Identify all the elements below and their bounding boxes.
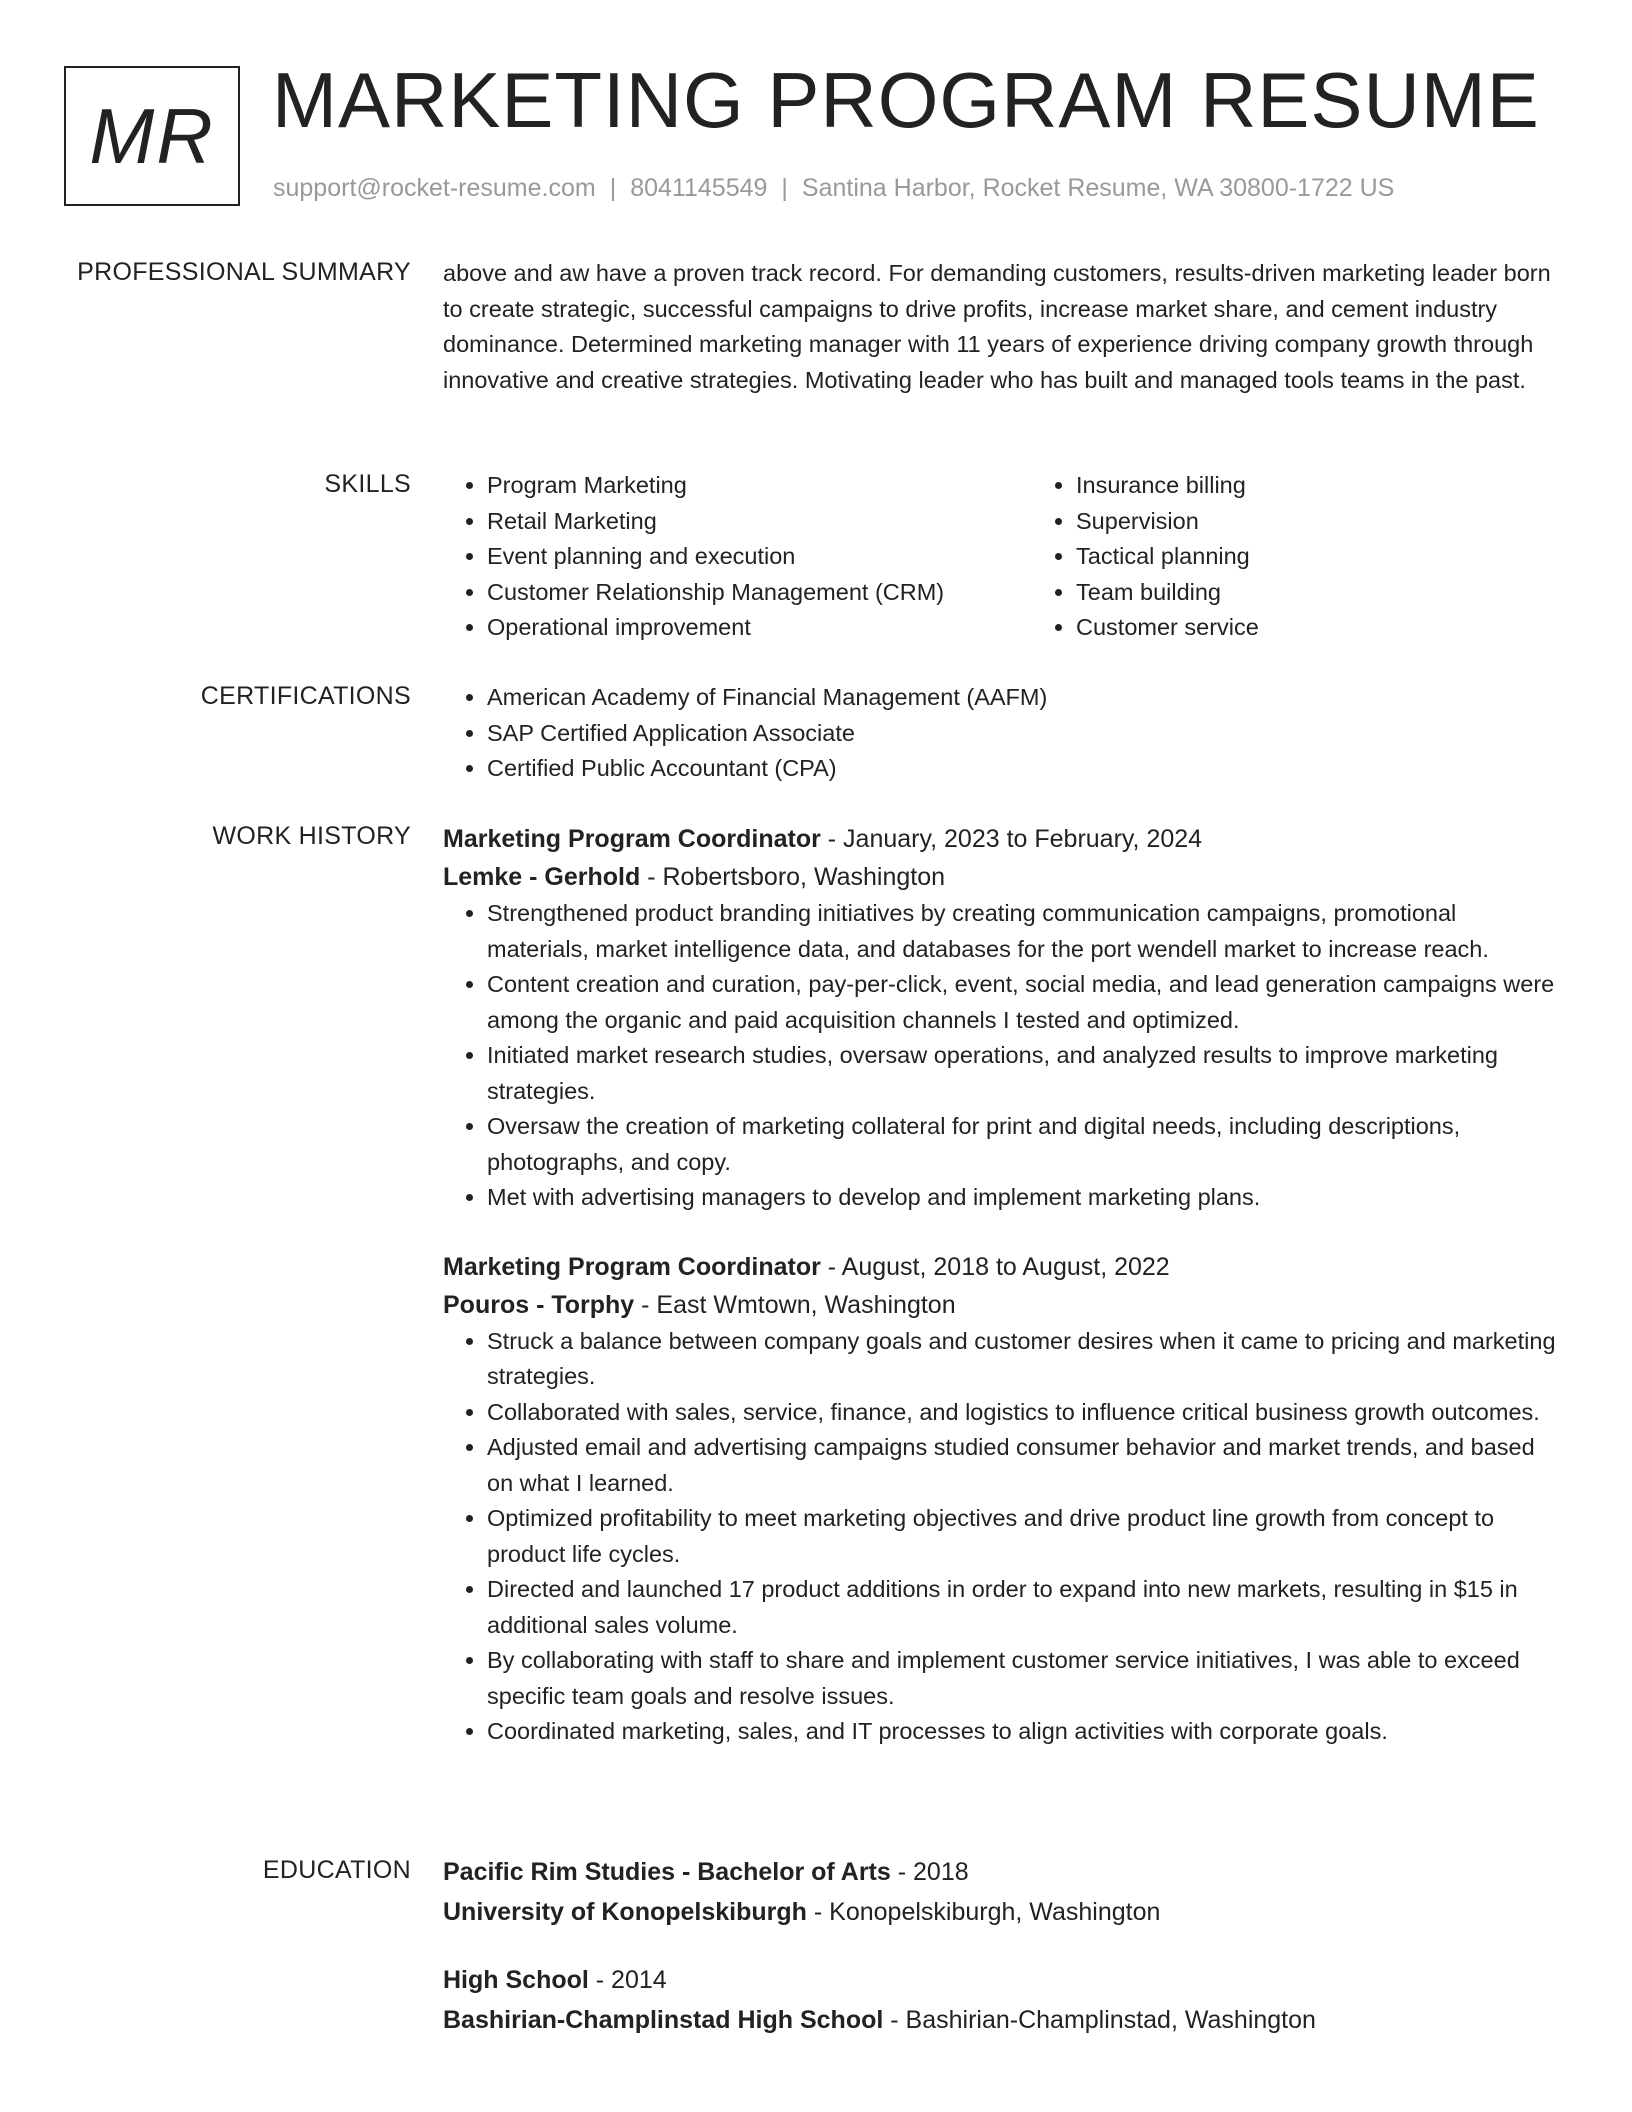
- education-degree: High School: [443, 1966, 589, 1994]
- contact-separator: |: [781, 174, 788, 202]
- job-bullet: • Directed and launched 17 product additions in order to expand into new markets, resulting in $15 in additional sales volume.: [487, 1572, 1558, 1643]
- education-school-line: [443, 1892, 1558, 1932]
- skills-list: [443, 468, 1558, 646]
- section-title: CERTIFICATIONS: [200, 682, 411, 710]
- job-dates: - August, 2018 to August, 2022: [820, 1252, 1170, 1281]
- work-history-body: [443, 820, 1558, 1750]
- education-year: - 2014: [588, 1966, 667, 1994]
- job-role: Marketing Program Coordinator: [443, 1252, 821, 1281]
- job-company: Pouros - Torphy: [443, 1290, 635, 1319]
- job-dates: - January, 2023 to February, 2024: [820, 825, 1203, 853]
- contact-phone[interactable]: 8041145549: [630, 174, 768, 202]
- certifications-bullets: [443, 680, 1558, 787]
- section-title: PROFESSIONAL SUMMARY: [77, 258, 411, 286]
- contact-address: Santina Harbor, Rocket Resume, WA 30800-1722 US: [801, 174, 1395, 202]
- job-entry: [443, 1248, 1558, 1750]
- contact-email[interactable]: support@rocket-resume.com: [273, 174, 596, 202]
- resume-title: MARKETING PROGRAM RESUME: [272, 56, 1540, 144]
- skill-item: • Supervision: [1076, 504, 1476, 540]
- certification-item: • Certified Public Accountant (CPA): [487, 751, 1558, 787]
- monogram-box: [64, 66, 240, 206]
- education-school: University of Konopelskiburgh: [443, 1898, 807, 1926]
- job-bullet: • Strengthened product branding initiatives by creating communication campaigns, promotional materials, market intelligence data, and databases for the port wendell market to increase reach.: [487, 896, 1558, 967]
- job-bullet: • Met with advertising managers to develop and implement marketing plans.: [487, 1180, 1558, 1216]
- job-role: Marketing Program Coordinator: [443, 825, 821, 853]
- education-entry: [443, 1960, 1558, 2040]
- job-bullet: • Struck a balance between company goals and customer desires when it came to pricing and marketing strategies.: [487, 1324, 1558, 1395]
- education-degree: Pacific Rim Studies - Bachelor of Arts: [443, 1858, 891, 1886]
- job-location: - East Wmtown, Washington: [634, 1290, 956, 1319]
- education-body: [443, 1852, 1558, 2040]
- certification-item: • SAP Certified Application Associate: [487, 716, 1558, 752]
- skill-item: • Retail Marketing: [487, 504, 1032, 540]
- job-entry: [443, 820, 1558, 1216]
- skill-item: • Customer service: [1076, 610, 1476, 646]
- education-year: - 2018: [890, 1858, 969, 1886]
- certification-item: • American Academy of Financial Management (AAFM): [487, 680, 1558, 716]
- job-location: - Robertsboro, Washington: [640, 863, 946, 891]
- job-bullet: • By collaborating with staff to share and implement customer service initiatives, I was able to exceed specific team goals and resolve issues.: [487, 1643, 1558, 1714]
- job-role-line: [443, 1248, 1558, 1286]
- education-degree-line: [443, 1852, 1558, 1892]
- summary-text: above and aw have a proven track record. For demanding customers, results-driven marketing leader born to create strategic, successful campaigns to drive profits, increase market share, and cement industry dominance. Determined marketing manager with 11 years of experience driving company growth through innovative and creative strategies. Motivating leader who has built and managed tools teams in the past.: [443, 260, 1551, 393]
- job-company-line: [443, 858, 1558, 896]
- certifications-list: [443, 680, 1558, 787]
- education-location: - Bashirian-Champlinstad, Washington: [883, 2006, 1316, 2034]
- skill-item: • Insurance billing: [1076, 468, 1476, 504]
- skill-item: • Program Marketing: [487, 468, 1032, 504]
- job-bullet: • Initiated market research studies, oversaw operations, and analyzed results to improve marketing strategies.: [487, 1038, 1558, 1109]
- job-bullet: • Content creation and curation, pay-per-click, event, social media, and lead generation campaigns were among the organic and paid acquisition channels I tested and optimized.: [487, 967, 1558, 1038]
- education-entry: [443, 1852, 1558, 1932]
- job-company: Lemke - Gerhold: [443, 863, 641, 891]
- skills-column-1: [443, 468, 1032, 646]
- monogram-initials: MR: [89, 91, 215, 180]
- education-school: Bashirian-Champlinstad High School: [443, 2006, 884, 2034]
- job-bullet: • Oversaw the creation of marketing collateral for print and digital needs, including descriptions, photographs, and copy.: [487, 1109, 1558, 1180]
- education-degree-line: [443, 1960, 1558, 2000]
- job-bullets: [443, 1324, 1558, 1750]
- contact-line: [273, 174, 1394, 203]
- job-bullet: • Adjusted email and advertising campaigns studied consumer behavior and market trends, and based on what I learned.: [487, 1430, 1558, 1501]
- section-title: EDUCATION: [262, 1856, 411, 1884]
- education-location: - Konopelskiburgh, Washington: [806, 1898, 1161, 1926]
- job-bullets: [443, 896, 1558, 1216]
- contact-separator: |: [609, 174, 617, 202]
- education-school-line: [443, 2000, 1558, 2040]
- job-bullet: • Coordinated marketing, sales, and IT processes to align activities with corporate goals.: [487, 1714, 1558, 1750]
- section-title: SKILLS: [324, 470, 411, 498]
- job-role-line: [443, 820, 1558, 858]
- skill-item: • Operational improvement: [487, 610, 1032, 646]
- skill-item: • Team building: [1076, 575, 1476, 611]
- section-title: WORK HISTORY: [212, 822, 411, 850]
- skill-item: • Customer Relationship Management (CRM): [487, 575, 1032, 611]
- job-company-line: [443, 1286, 1558, 1324]
- skills-column-2: [1032, 468, 1476, 646]
- job-bullet: • Optimized profitability to meet marketing objectives and drive product line growth from concept to product life cycles.: [487, 1501, 1558, 1572]
- skill-item: • Tactical planning: [1076, 539, 1476, 575]
- job-bullet: • Collaborated with sales, service, finance, and logistics to influence critical business growth outcomes.: [487, 1395, 1558, 1431]
- skill-item: • Event planning and execution: [487, 539, 1032, 575]
